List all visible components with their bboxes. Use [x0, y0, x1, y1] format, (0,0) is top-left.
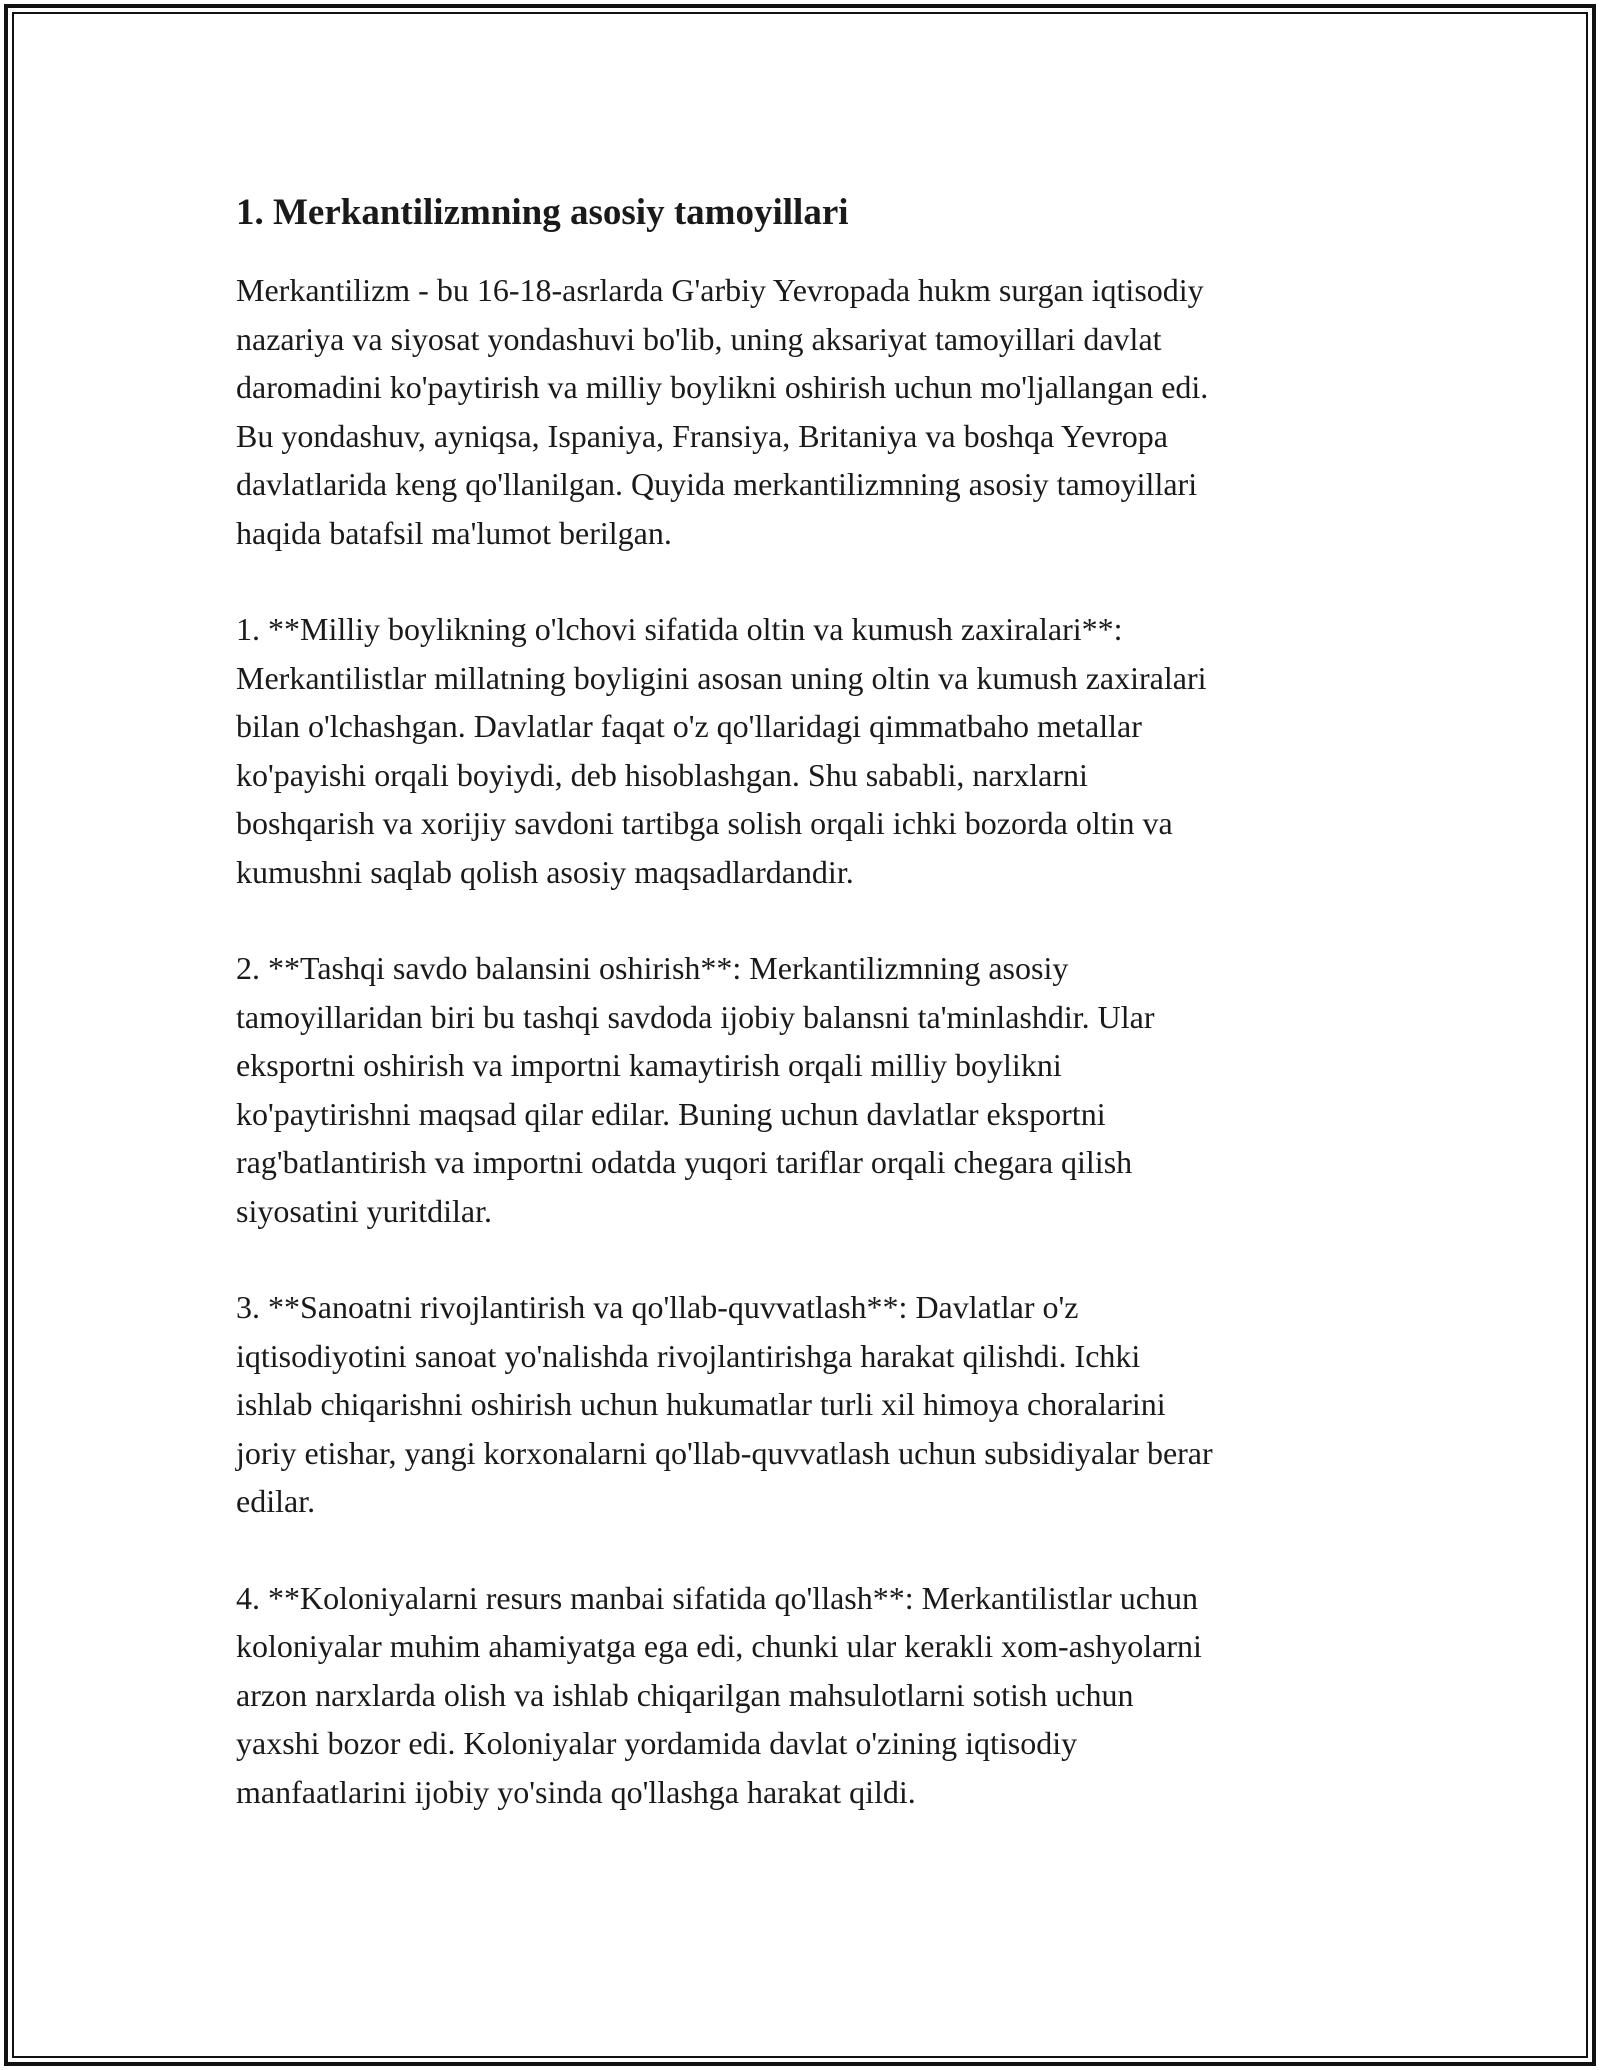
- paragraph-line: bilan o'lchashgan. Davlatlar faqat o'z qo'llaridagi qimmatbaho metallar: [236, 708, 1142, 744]
- paragraph-line: ishlab chiqarishni oshirish uchun hukumatlar turli xil himoya choralarini: [236, 1386, 1166, 1422]
- paragraph-line: yaxshi bozor edi. Koloniyalar yordamida davlat o'zining iqtisodiy: [236, 1725, 1078, 1761]
- paragraph-line: Merkantilizm - bu 16-18-asrlarda G'arbiy Yevropada hukm surgan iqtisodiy: [236, 272, 1204, 308]
- paragraph-line: kumushni saqlab qolish asosiy maqsadlardandir.: [236, 853, 854, 890]
- document-title: 1. Merkantilizmning asosiy tamoyillari: [236, 192, 849, 233]
- paragraph-line: manfaatlarini ijobiy yo'sinda qo'llashga harakat qildi.: [236, 1773, 916, 1810]
- paragraph-line: davlatlarida keng qo'llanilgan. Quyida merkantilizmning asosiy tamoyillari: [236, 466, 1198, 502]
- principle-paragraph-2: [236, 944, 1366, 1235]
- principle-paragraph-1: [236, 605, 1366, 896]
- paragraph-line: Bu yondashuv, ayniqsa, Ispaniya, Fransiya, Britaniya va boshqa Yevropa: [236, 417, 1168, 454]
- document-body: [236, 190, 1366, 1864]
- paragraph-line: 1. **Milliy boylikning o'lchovi sifatida oltin va kumush zaxiralari**:: [236, 611, 1123, 647]
- paragraph-line: tamoyillaridan biri bu tashqi savdoda ijobiy balansni ta'minlashdir. Ular: [236, 998, 1155, 1035]
- principle-paragraph-4: [236, 1574, 1366, 1817]
- paragraph-line: arzon narxlarda olish va ishlab chiqarilgan mahsulotlarni sotish uchun: [236, 1676, 1134, 1713]
- paragraph-line: Merkantilistlar millatning boyligini asosan uning oltin va kumush zaxiralari: [236, 659, 1207, 696]
- paragraph-line: 3. **Sanoatni rivojlantirish va qo'llab-quvvatlash**: Davlatlar o'z: [236, 1289, 1079, 1325]
- paragraph-line: haqida batafsil ma'lumot berilgan.: [236, 514, 672, 551]
- paragraph-line: 4. **Koloniyalarni resurs manbai sifatida qo'llash**: Merkantilistlar uchun: [236, 1579, 1198, 1616]
- paragraph-line: rag'batlantirish va importni odatda yuqori tariflar orqali chegara qilish: [236, 1144, 1133, 1180]
- intro-paragraph: [236, 266, 1366, 557]
- paragraph-line: eksportni oshirish va importni kamaytirish orqali milliy boylikni: [236, 1047, 1062, 1083]
- paragraph-line: koloniyalar muhim ahamiyatga ega edi, chunki ular kerakli xom-ashyolarni: [236, 1628, 1202, 1664]
- paragraph-line: nazariya va siyosat yondashuvi bo'lib, uning aksariyat tamoyillari davlat: [236, 320, 1162, 357]
- paragraph-line: 2. **Tashqi savdo balansini oshirish**: Merkantilizmning asosiy: [236, 950, 1069, 986]
- paragraph-line: joriy etishar, yangi korxonalarni qo'llab-quvvatlash uchun subsidiyalar berar: [236, 1434, 1213, 1471]
- paragraph-line: ko'paytirishni maqsad qilar edilar. Buning uchun davlatlar eksportni: [236, 1095, 1106, 1132]
- paragraph-line: daromadini ko'paytirish va milliy boylikni oshirish uchun mo'ljallangan edi.: [236, 369, 1209, 405]
- paragraph-line: siyosatini yuritdilar.: [236, 1192, 492, 1229]
- paragraph-line: boshqarish va xorijiy savdoni tartibga solish orqali ichki bozorda oltin va: [236, 805, 1173, 841]
- paragraph-line: iqtisodiyotini sanoat yo'nalishda rivojlantirishga harakat qilishdi. Ichki: [236, 1337, 1141, 1374]
- paragraph-line: ko'payishi orqali boyiydi, deb hisoblashgan. Shu sababli, narxlarni: [236, 756, 1088, 793]
- paragraph-line: edilar.: [236, 1483, 316, 1519]
- principle-paragraph-3: [236, 1283, 1366, 1526]
